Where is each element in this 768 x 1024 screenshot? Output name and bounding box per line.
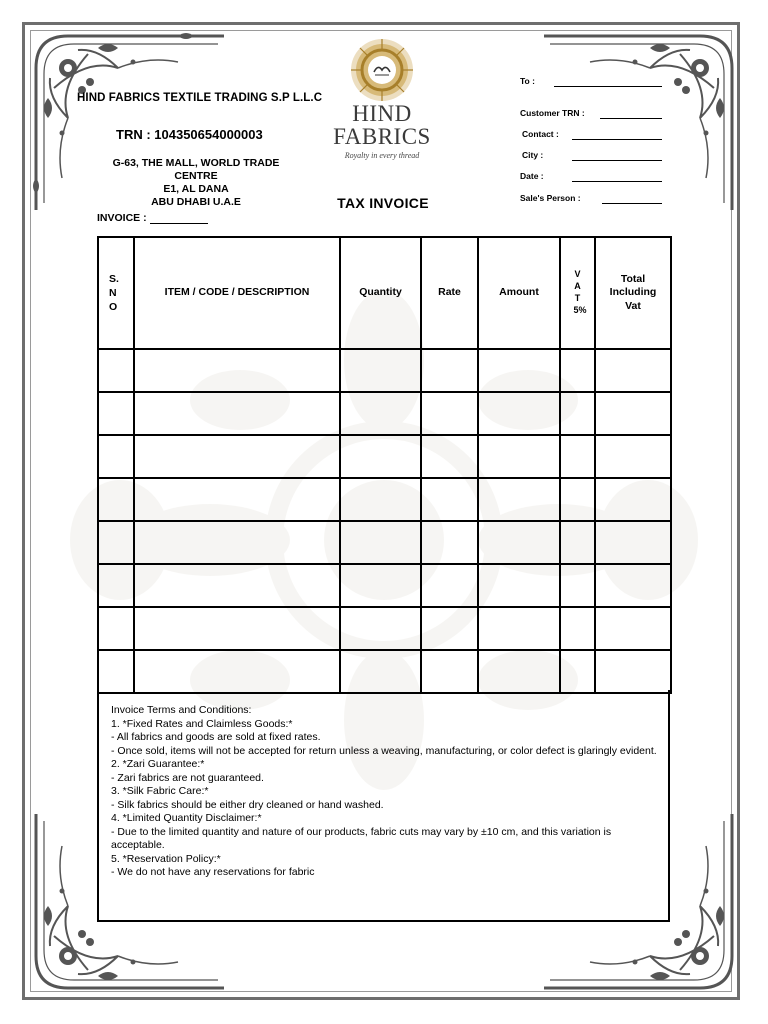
date-label: Date : — [520, 171, 544, 181]
col-header-amount: Amount — [478, 237, 560, 349]
table-cell[interactable] — [421, 607, 478, 650]
table-cell[interactable] — [595, 650, 671, 693]
table-cell[interactable] — [98, 349, 134, 392]
table-cell[interactable] — [340, 650, 421, 693]
table-cell[interactable] — [478, 478, 560, 521]
logo-name-line1: HIND — [352, 101, 412, 126]
table-cell[interactable] — [134, 521, 340, 564]
table-cell[interactable] — [595, 607, 671, 650]
table-cell[interactable] — [560, 564, 595, 607]
company-name: HIND FABRICS TEXTILE TRADING S.P L.L.C — [77, 92, 323, 104]
table-cell[interactable] — [595, 564, 671, 607]
invoice-number-line[interactable] — [150, 213, 208, 224]
document-title: TAX INVOICE — [337, 195, 429, 211]
table-cell[interactable] — [478, 349, 560, 392]
terms-line: 2. *Zari Guarantee:* — [111, 758, 205, 770]
terms-line: 1. *Fixed Rates and Claimless Goods:* — [111, 717, 293, 730]
table-cell[interactable] — [421, 650, 478, 693]
table-cell[interactable] — [340, 607, 421, 650]
table-row — [98, 349, 671, 392]
table-cell[interactable] — [98, 392, 134, 435]
table-cell[interactable] — [560, 607, 595, 650]
terms-line: - Once sold, items will not be accepted for return unless a weaving, manufacturing, or color defect is glaringly evident. — [111, 744, 657, 757]
table-row — [98, 478, 671, 521]
table-cell[interactable] — [560, 521, 595, 564]
table-cell[interactable] — [340, 392, 421, 435]
table-cell[interactable] — [98, 435, 134, 478]
table-body — [98, 349, 671, 693]
company-logo — [327, 38, 437, 166]
table-cell[interactable] — [421, 521, 478, 564]
table-row — [98, 435, 671, 478]
terms-line: - Zari fabrics are not guaranteed. — [111, 771, 264, 784]
table-cell[interactable] — [98, 478, 134, 521]
terms-line: 5. *Reservation Policy:* — [111, 852, 221, 865]
terms-line: Invoice Terms and Conditions: — [111, 704, 252, 716]
col-header-total-text: Total Including Vat — [609, 272, 657, 312]
table-cell[interactable] — [595, 521, 671, 564]
table-cell[interactable] — [560, 435, 595, 478]
address-line: G-63, THE MALL, WORLD TRADE CENTRE — [112, 157, 280, 182]
table-cell[interactable] — [98, 521, 134, 564]
col-header-item: ITEM / CODE / DESCRIPTION — [134, 237, 340, 349]
col-header-vat — [560, 237, 595, 349]
address-line: ABU DHABI U.A.E — [151, 196, 241, 208]
company-trn: TRN : 104350654000003 — [116, 127, 263, 142]
table-cell[interactable] — [595, 435, 671, 478]
table-row — [98, 521, 671, 564]
table-cell[interactable] — [134, 392, 340, 435]
terms-line: 3. *Silk Fabric Care:* — [111, 785, 209, 797]
table-cell[interactable] — [98, 650, 134, 693]
table-cell[interactable] — [421, 349, 478, 392]
table-cell[interactable] — [340, 349, 421, 392]
table-row — [98, 564, 671, 607]
table-cell[interactable] — [134, 564, 340, 607]
table-cell[interactable] — [560, 478, 595, 521]
table-cell[interactable] — [560, 349, 595, 392]
col-header-vat-text: VAT5% — [573, 269, 587, 316]
terms-line: - Due to the limited quantity and nature of our products, fabric cuts may vary by ±10 cm, and this variation is acceptable. — [111, 825, 612, 851]
table-cell[interactable] — [478, 607, 560, 650]
customer-trn-field[interactable] — [520, 108, 585, 118]
table-cell[interactable] — [340, 435, 421, 478]
table-cell[interactable] — [595, 392, 671, 435]
table-row — [98, 392, 671, 435]
col-header-sno — [98, 237, 134, 349]
city-label: City : — [522, 150, 544, 160]
logo-name-line2: FABRICS — [333, 124, 431, 149]
table-cell[interactable] — [595, 478, 671, 521]
table-cell[interactable] — [421, 392, 478, 435]
invoice-number-label: INVOICE : — [97, 212, 147, 224]
sales-person-label: Sale's Person : — [520, 193, 581, 203]
mandala-emblem-icon — [350, 38, 414, 102]
table-cell[interactable] — [478, 521, 560, 564]
contact-field[interactable] — [522, 129, 559, 139]
table-cell[interactable] — [98, 607, 134, 650]
sales-person-field[interactable] — [520, 193, 581, 203]
table-cell[interactable] — [421, 478, 478, 521]
table-row — [98, 650, 671, 693]
terms-line: - All fabrics and goods are sold at fixed rates. — [111, 731, 321, 743]
col-header-rate: Rate — [421, 237, 478, 349]
address-line: E1, AL DANA — [163, 183, 229, 195]
table-cell[interactable] — [478, 564, 560, 607]
to-field[interactable] — [520, 76, 535, 86]
table-cell[interactable] — [340, 478, 421, 521]
table-cell[interactable] — [98, 564, 134, 607]
invoice-number-field[interactable] — [97, 212, 208, 224]
table-header-row — [98, 237, 671, 349]
col-header-sno-text: S. N O — [109, 272, 119, 313]
table-cell[interactable] — [560, 650, 595, 693]
table-cell[interactable] — [421, 435, 478, 478]
contact-label: Contact : — [522, 129, 559, 139]
table-cell[interactable] — [340, 564, 421, 607]
table-cell[interactable] — [134, 478, 340, 521]
table-cell[interactable] — [340, 521, 421, 564]
terms-line: - We do not have any reservations for fabric — [111, 866, 315, 878]
terms-line: - Silk fabrics should be either dry cleaned or hand washed. — [111, 798, 384, 811]
col-header-quantity: Quantity — [340, 237, 421, 349]
to-label: To : — [520, 76, 535, 86]
terms-and-conditions — [97, 690, 670, 922]
city-field[interactable] — [522, 150, 543, 160]
table-row — [98, 607, 671, 650]
table-cell[interactable] — [134, 650, 340, 693]
table-cell[interactable] — [478, 650, 560, 693]
table-cell[interactable] — [134, 607, 340, 650]
table-cell[interactable] — [134, 349, 340, 392]
col-header-total — [595, 237, 671, 349]
logo-tagline: Royalty in every thread — [344, 151, 420, 160]
table-cell[interactable] — [134, 435, 340, 478]
table-cell[interactable] — [478, 392, 560, 435]
table-cell[interactable] — [560, 392, 595, 435]
invoice-table — [97, 236, 672, 694]
corner-ornament-top-right — [540, 28, 740, 218]
company-address — [90, 157, 302, 209]
logo-wordmark — [327, 102, 437, 148]
terms-line: 4. *Limited Quantity Disclaimer:* — [111, 812, 262, 824]
customer-trn-label: Customer TRN : — [520, 108, 585, 118]
table-cell[interactable] — [421, 564, 478, 607]
date-field[interactable] — [520, 171, 544, 181]
table-cell[interactable] — [595, 349, 671, 392]
table-cell[interactable] — [478, 435, 560, 478]
